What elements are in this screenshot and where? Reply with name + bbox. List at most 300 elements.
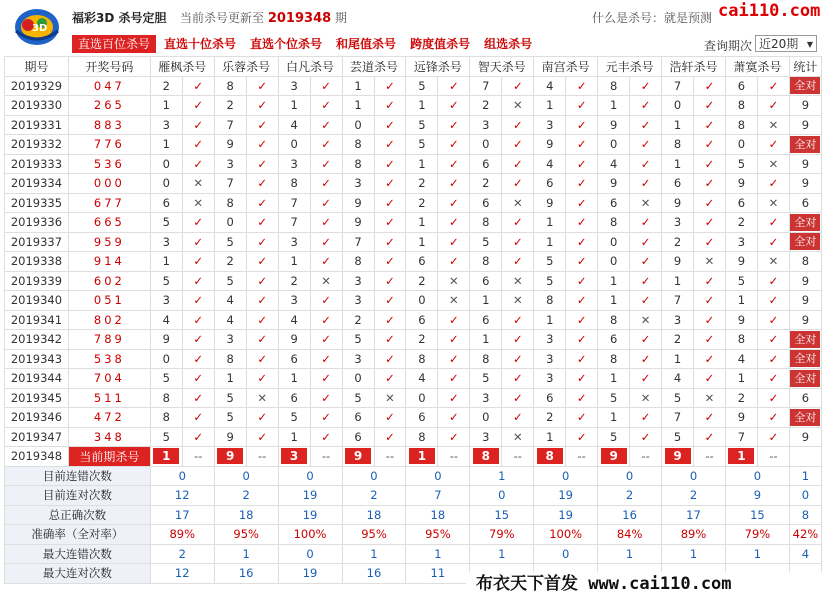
check-icon: ✓: [566, 252, 598, 272]
stats-value: 1: [406, 544, 470, 564]
pending-mark: --: [502, 447, 534, 467]
check-icon: ✓: [310, 291, 342, 311]
kill-number-cell: 0: [406, 291, 438, 311]
col-header-expert[interactable]: 浩轩杀号: [662, 57, 726, 77]
stats-value: 7: [406, 486, 470, 506]
kill-number-cell: 1: [662, 271, 694, 291]
check-icon: ✓: [757, 232, 789, 252]
check-icon: ✓: [182, 427, 214, 447]
kill-number-cell: 3: [342, 174, 374, 194]
kill-number-cell: 1: [278, 96, 310, 116]
check-icon: ✓: [566, 291, 598, 311]
cross-icon: ✕: [502, 96, 534, 116]
stats-value: 17: [150, 505, 214, 525]
check-icon: ✓: [694, 271, 726, 291]
check-icon: ✓: [182, 408, 214, 428]
stats-value: 19: [534, 505, 598, 525]
check-icon: ✓: [502, 135, 534, 155]
kill-number-cell: 9: [725, 174, 757, 194]
check-icon: ✓: [566, 76, 598, 96]
table-row: [5, 330, 822, 350]
draw-number-cell: 802: [68, 310, 150, 330]
kill-number-cell: 3: [150, 115, 182, 135]
query-period-value: 近20期: [759, 37, 799, 51]
check-icon: ✓: [246, 349, 278, 369]
check-icon: ✓: [694, 193, 726, 213]
col-header-expert[interactable]: 雁枫杀号: [150, 57, 214, 77]
check-icon: ✓: [310, 369, 342, 389]
cross-icon: ✕: [694, 252, 726, 272]
check-icon: ✓: [502, 174, 534, 194]
kill-number-cell: 3: [214, 154, 246, 174]
check-icon: ✓: [757, 174, 789, 194]
cross-icon: ✕: [630, 193, 662, 213]
period-cell: 2019346: [5, 408, 69, 428]
kill-number-cell: 7: [214, 174, 246, 194]
current-period-cell: 2019348: [5, 447, 69, 467]
pending-mark: --: [694, 447, 726, 467]
check-icon: ✓: [694, 135, 726, 155]
check-icon: ✓: [694, 154, 726, 174]
tab-2[interactable]: 直选个位杀号: [250, 37, 323, 51]
stats-value: 0: [534, 544, 598, 564]
kill-number-cell: 3: [342, 291, 374, 311]
current-kill-cell: [342, 447, 374, 467]
check-icon: ✓: [694, 330, 726, 350]
kill-number-cell: 6: [470, 271, 502, 291]
kill-number-cell: 6: [342, 408, 374, 428]
stats-row-label: 目前连对次数: [5, 486, 151, 506]
stats-value: 89%: [662, 525, 726, 545]
pending-mark: --: [757, 447, 789, 467]
table-row: [5, 193, 822, 213]
kill-number-cell: 8: [598, 76, 630, 96]
kill-number-cell: 1: [406, 96, 438, 116]
kill-number-cell: 7: [725, 427, 757, 447]
period-cell: 2019341: [5, 310, 69, 330]
col-header-expert[interactable]: 萧寞杀号: [725, 57, 789, 77]
draw-number-cell: 665: [68, 213, 150, 233]
whatis-link[interactable]: 什么是杀号：就是预测: [592, 11, 713, 25]
col-header-expert[interactable]: 元丰杀号: [598, 57, 662, 77]
check-icon: ✓: [374, 115, 406, 135]
kill-number-cell: 3: [278, 232, 310, 252]
tab-0[interactable]: 直选百位杀号: [72, 35, 156, 53]
kill-number-cell: 9: [150, 330, 182, 350]
kill-number-cell: 1: [534, 310, 566, 330]
period-cell: 2019344: [5, 369, 69, 389]
stats-row: [5, 505, 822, 525]
check-icon: ✓: [310, 154, 342, 174]
check-icon: ✓: [438, 330, 470, 350]
kill-number-cell: 1: [662, 154, 694, 174]
current-period-row: [5, 447, 822, 467]
chevron-down-icon[interactable]: ▼: [806, 40, 813, 49]
check-icon: ✓: [757, 369, 789, 389]
col-header-expert[interactable]: 南宫杀号: [534, 57, 598, 77]
kill-number-cell: 0: [470, 408, 502, 428]
kill-number-cell: 1: [534, 427, 566, 447]
kill-number-cell: 2: [150, 76, 182, 96]
kill-number-table: [4, 56, 822, 584]
stats-total: 4: [789, 544, 821, 564]
kill-number-cell: 2: [342, 310, 374, 330]
check-icon: ✓: [502, 115, 534, 135]
stats-value: 1: [214, 544, 278, 564]
stats-value: 19: [278, 486, 342, 506]
check-icon: ✓: [630, 213, 662, 233]
stat-cell: [789, 330, 821, 350]
kill-number-cell: 2: [470, 96, 502, 116]
col-header-expert[interactable]: 智天杀号: [470, 57, 534, 77]
check-icon: ✓: [182, 232, 214, 252]
check-icon: ✓: [438, 213, 470, 233]
check-icon: ✓: [310, 96, 342, 116]
period-cell: 2019336: [5, 213, 69, 233]
stats-value: 18: [406, 505, 470, 525]
update-period: 2019348: [267, 11, 332, 26]
table-row: [5, 252, 822, 272]
kill-number-cell: 1: [406, 154, 438, 174]
stats-value: 95%: [214, 525, 278, 545]
current-kill-cell: [278, 447, 310, 467]
kill-number-cell: 1: [598, 96, 630, 116]
kill-number-cell: 2: [534, 408, 566, 428]
stats-value: 0: [214, 466, 278, 486]
stats-value: 0: [406, 466, 470, 486]
tab-3[interactable]: 和尾值杀号: [336, 37, 397, 51]
col-header-draw: 开奖号码: [68, 57, 150, 77]
table-row: [5, 76, 822, 96]
brand-logo-text[interactable]: cai110.com: [718, 1, 821, 21]
kill-number-cell: 0: [342, 115, 374, 135]
check-icon: ✓: [246, 330, 278, 350]
check-icon: ✓: [246, 310, 278, 330]
query-period-select[interactable]: [755, 35, 817, 52]
check-icon: ✓: [438, 135, 470, 155]
kill-number-cell: 3: [278, 76, 310, 96]
stats-value: 95%: [342, 525, 406, 545]
kill-number-cell: 8: [598, 310, 630, 330]
check-icon: ✓: [374, 96, 406, 116]
check-icon: ✓: [502, 252, 534, 272]
stats-value: 19: [534, 486, 598, 506]
stat-cell: [789, 369, 821, 389]
kill-number-cell: 8: [278, 174, 310, 194]
kill-number-cell: 0: [150, 174, 182, 194]
check-icon: ✓: [182, 115, 214, 135]
draw-number-cell: 538: [68, 349, 150, 369]
kill-number-cell: 4: [214, 310, 246, 330]
kill-number-cell: 2: [406, 193, 438, 213]
kill-number-cell: 3: [150, 291, 182, 311]
kill-number-cell: 6: [725, 193, 757, 213]
kill-number-cell: 2: [725, 213, 757, 233]
check-icon: ✓: [502, 330, 534, 350]
period-cell: 2019347: [5, 427, 69, 447]
kill-number-cell: 9: [342, 193, 374, 213]
kill-number-cell: 1: [534, 96, 566, 116]
kill-number-cell: 7: [278, 213, 310, 233]
check-icon: ✓: [438, 232, 470, 252]
kill-number-cell: 0: [150, 349, 182, 369]
kill-number-cell: 5: [214, 408, 246, 428]
check-icon: ✓: [246, 213, 278, 233]
check-icon: ✓: [438, 408, 470, 428]
check-icon: ✓: [374, 291, 406, 311]
kill-number-cell: 2: [406, 174, 438, 194]
check-icon: ✓: [374, 76, 406, 96]
kill-number-cell: 9: [534, 135, 566, 155]
kill-number-cell: 6: [406, 408, 438, 428]
check-icon: ✓: [630, 408, 662, 428]
check-icon: ✓: [246, 174, 278, 194]
cross-icon: ✕: [438, 271, 470, 291]
col-header-expert[interactable]: 远锋杀号: [406, 57, 470, 77]
pending-mark: --: [310, 447, 342, 467]
check-icon: ✓: [694, 291, 726, 311]
stats-row-label: 目前连错次数: [5, 466, 151, 486]
check-icon: ✓: [694, 427, 726, 447]
stats-value: 1: [598, 544, 662, 564]
check-icon: ✓: [310, 193, 342, 213]
draw-number-cell: 602: [68, 271, 150, 291]
check-icon: ✓: [694, 310, 726, 330]
kill-number-cell: 1: [278, 252, 310, 272]
check-icon: ✓: [438, 154, 470, 174]
check-icon: ✓: [182, 291, 214, 311]
kill-number-cell: 7: [662, 291, 694, 311]
draw-number-cell: 472: [68, 408, 150, 428]
cross-icon: ✕: [310, 271, 342, 291]
check-icon: ✓: [374, 427, 406, 447]
check-icon: ✓: [246, 135, 278, 155]
kill-number-cell: 5: [534, 252, 566, 272]
check-icon: ✓: [566, 427, 598, 447]
col-header-expert[interactable]: 乐蓉杀号: [214, 57, 278, 77]
site-logo[interactable]: [12, 1, 62, 49]
table-row: [5, 310, 822, 330]
kill-number-cell: 5: [406, 76, 438, 96]
check-icon: ✓: [694, 115, 726, 135]
kill-number-cell: 6: [534, 174, 566, 194]
check-icon: ✓: [757, 408, 789, 428]
check-icon: ✓: [310, 76, 342, 96]
kill-number-cell: 2: [470, 174, 502, 194]
kill-number-cell: 7: [662, 408, 694, 428]
stats-value: 100%: [534, 525, 598, 545]
check-icon: ✓: [502, 369, 534, 389]
kill-number-cell: 6: [470, 154, 502, 174]
check-icon: ✓: [630, 330, 662, 350]
kill-number-cell: 5: [662, 388, 694, 408]
check-icon: ✓: [630, 232, 662, 252]
check-icon: ✓: [757, 310, 789, 330]
check-icon: ✓: [246, 232, 278, 252]
stats-row-label: 总正确次数: [5, 505, 151, 525]
kill-number-cell: 4: [598, 154, 630, 174]
kill-number-cell: 1: [725, 369, 757, 389]
current-kill-number: 1: [728, 448, 754, 464]
kill-number-cell: 3: [725, 232, 757, 252]
kill-number-cell: 0: [662, 96, 694, 116]
period-cell: 2019332: [5, 135, 69, 155]
page-header: [0, 0, 822, 34]
period-cell: 2019329: [5, 76, 69, 96]
stat-cell: 6: [789, 388, 821, 408]
kill-number-cell: 6: [278, 349, 310, 369]
kill-number-cell: 9: [598, 115, 630, 135]
kill-number-cell: 4: [534, 76, 566, 96]
stats-value: 2: [662, 486, 726, 506]
check-icon: ✓: [246, 96, 278, 116]
kill-number-cell: 5: [598, 427, 630, 447]
check-icon: ✓: [438, 193, 470, 213]
check-icon: ✓: [630, 174, 662, 194]
cross-icon: ✕: [374, 388, 406, 408]
cross-icon: ✕: [438, 291, 470, 311]
current-kill-number: 9: [345, 448, 371, 464]
all-correct-badge: 全对: [790, 136, 820, 153]
col-header-expert[interactable]: 白凡杀号: [278, 57, 342, 77]
current-kill-number: 8: [473, 448, 499, 464]
check-icon: ✓: [182, 271, 214, 291]
draw-number-cell: 047: [68, 76, 150, 96]
kill-number-cell: 5: [342, 388, 374, 408]
check-icon: ✓: [182, 252, 214, 272]
tab-5[interactable]: 组选杀号: [484, 37, 533, 51]
draw-number-cell: 776: [68, 135, 150, 155]
table-row: [5, 408, 822, 428]
stats-value: 0: [725, 466, 789, 486]
tab-1[interactable]: 直选十位杀号: [164, 37, 237, 51]
current-kill-cell: [725, 447, 757, 467]
check-icon: ✓: [246, 291, 278, 311]
draw-number-cell: 704: [68, 369, 150, 389]
kill-number-cell: 3: [534, 349, 566, 369]
check-icon: ✓: [694, 96, 726, 116]
kill-number-cell: 9: [725, 408, 757, 428]
check-icon: ✓: [182, 330, 214, 350]
check-icon: ✓: [438, 96, 470, 116]
check-icon: ✓: [566, 115, 598, 135]
stats-row-label: 最大连对次数: [5, 564, 151, 584]
check-icon: ✓: [374, 232, 406, 252]
promo-banner: 布衣天下首发 www.cai110.com: [466, 572, 822, 596]
cross-icon: ✕: [182, 174, 214, 194]
check-icon: ✓: [246, 76, 278, 96]
kill-number-cell: 4: [406, 369, 438, 389]
draw-number-cell: 348: [68, 427, 150, 447]
period-cell: 2019331: [5, 115, 69, 135]
stats-value: 1: [662, 544, 726, 564]
kill-number-cell: 5: [150, 369, 182, 389]
stat-cell: 9: [789, 310, 821, 330]
check-icon: ✓: [502, 154, 534, 174]
stats-row: [5, 544, 822, 564]
stats-value: 16: [214, 564, 278, 584]
kill-number-cell: 8: [214, 349, 246, 369]
cross-icon: ✕: [502, 271, 534, 291]
kill-number-cell: 0: [598, 232, 630, 252]
kill-number-cell: 7: [342, 232, 374, 252]
table-row: [5, 232, 822, 252]
check-icon: ✓: [182, 349, 214, 369]
kill-number-cell: 4: [662, 369, 694, 389]
period-cell: 2019340: [5, 291, 69, 311]
stats-value: 0: [278, 466, 342, 486]
stats-value: 9: [725, 486, 789, 506]
stats-value: 17: [662, 505, 726, 525]
site-title: 福彩3D 杀号定胆: [72, 11, 167, 25]
kill-number-cell: 2: [662, 330, 694, 350]
all-correct-badge: 全对: [790, 370, 820, 387]
check-icon: ✓: [182, 310, 214, 330]
stats-value: 11: [406, 564, 470, 584]
all-correct-badge: 全对: [790, 350, 820, 367]
check-icon: ✓: [566, 135, 598, 155]
stats-value: 16: [598, 505, 662, 525]
col-header-expert[interactable]: 芸道杀号: [342, 57, 406, 77]
cross-icon: ✕: [246, 388, 278, 408]
kill-number-cell: 3: [342, 349, 374, 369]
cross-icon: ✕: [502, 291, 534, 311]
draw-number-cell: 914: [68, 252, 150, 272]
check-icon: ✓: [438, 349, 470, 369]
check-icon: ✓: [757, 349, 789, 369]
kill-number-cell: 5: [725, 271, 757, 291]
pending-mark: --: [246, 447, 278, 467]
check-icon: ✓: [310, 427, 342, 447]
stat-cell: 8: [789, 252, 821, 272]
check-icon: ✓: [182, 154, 214, 174]
kill-number-cell: 8: [598, 213, 630, 233]
check-icon: ✓: [374, 310, 406, 330]
stats-value: 12: [150, 564, 214, 584]
stats-value: 0: [598, 466, 662, 486]
kill-number-cell: 5: [470, 232, 502, 252]
kill-number-cell: 3: [534, 115, 566, 135]
kill-number-cell: 0: [470, 135, 502, 155]
check-icon: ✓: [438, 174, 470, 194]
kill-number-cell: 8: [214, 193, 246, 213]
check-icon: ✓: [246, 427, 278, 447]
kill-number-cell: 9: [598, 174, 630, 194]
pending-mark: --: [182, 447, 214, 467]
check-icon: ✓: [757, 330, 789, 350]
all-correct-badge: 全对: [790, 331, 820, 348]
draw-number-cell: 789: [68, 330, 150, 350]
check-icon: ✓: [694, 369, 726, 389]
check-icon: ✓: [630, 135, 662, 155]
kill-number-cell: 1: [342, 96, 374, 116]
table-row: [5, 174, 822, 194]
stats-value: 84%: [598, 525, 662, 545]
kill-number-cell: 1: [725, 291, 757, 311]
kill-number-cell: 2: [214, 96, 246, 116]
tab-4[interactable]: 跨度值杀号: [410, 37, 471, 51]
kill-number-cell: 9: [342, 213, 374, 233]
check-icon: ✓: [374, 349, 406, 369]
check-icon: ✓: [310, 388, 342, 408]
kill-number-cell: 9: [278, 330, 310, 350]
cross-icon: ✕: [182, 193, 214, 213]
check-icon: ✓: [310, 115, 342, 135]
check-icon: ✓: [374, 271, 406, 291]
kill-number-cell: 1: [534, 232, 566, 252]
check-icon: ✓: [310, 310, 342, 330]
cross-icon: ✕: [502, 193, 534, 213]
